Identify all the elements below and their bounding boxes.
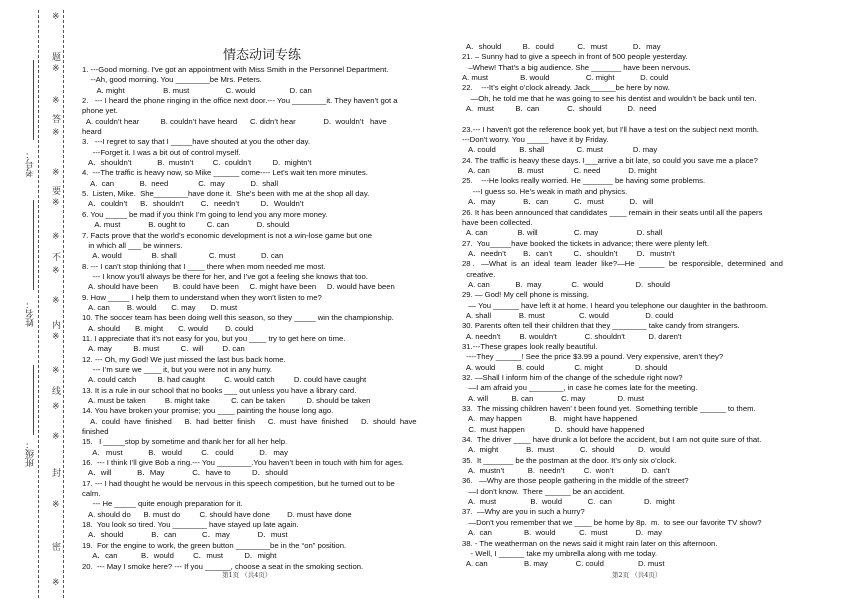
question-line: 20. --- May I smoke here? --- If you ______, choose a seat in the smoking section. [82, 561, 364, 571]
question-line: A．couldn’t B．shouldn’t C．needn’t D．Wouldn’t [82, 199, 304, 209]
name-field: 姓名： [26, 300, 36, 327]
question-line: 34. The driver ____ have drunk a lot before the accident, but I am not quite sure of that. [462, 435, 762, 445]
question-line: 12. --- Oh, my God! We just missed the last bus back home. [82, 354, 286, 364]
class-blank [33, 365, 34, 435]
question-line: - Well, I ______ take my umbrella along with me today. [462, 548, 657, 558]
question-line: have been collected. [462, 217, 533, 227]
question-line: 6. You _____ be mad if you think I’m going to lend you any more money. [82, 209, 328, 219]
binding-mark: ※ [52, 366, 60, 376]
binding-mark: ※ [52, 296, 60, 306]
left-column-questions [82, 65, 446, 572]
question-line: ---Forget it. I was a bit out of control myself. [82, 147, 241, 157]
question-line: A. mustn’t B. needn’t C. won’t D. can’t [462, 466, 670, 476]
binding-mark: ※ [52, 500, 60, 510]
binding-dashed-line-inner [38, 10, 39, 598]
question-line: creative. [462, 269, 496, 279]
page-title: 情态动词专练 [223, 48, 302, 63]
question-line: A. must be taken B. might take C. can be taken D. should be taken [82, 396, 371, 405]
question-line: A．can B．would C．must D．might [82, 551, 277, 561]
question-line: —I don't know. There ______ be an accident. [462, 486, 625, 496]
question-line: ---Don't worry. You _____ have it by Friday. [462, 135, 609, 145]
question-line: 3. ---I regret to say that I _____have shouted at you the other day. [82, 137, 311, 147]
exam-number-blank [33, 60, 34, 140]
question-line: ----They ______! See the price $3.99 a pound. Very expensive, aren’t they? [462, 352, 724, 362]
page-footer-right: 第2页 （共4页） [612, 571, 662, 579]
question-line: 23.--- I haven't got the reference book yet, but I'll have a test on the subject next month. [462, 124, 759, 134]
question-line: 18. You look so tired. You ________ have stayed up late again. [82, 520, 299, 530]
binding-mark: ※ [52, 402, 60, 412]
question-line: A. would B. shall C. must D. can [82, 251, 284, 261]
right-column-questions [462, 42, 852, 570]
question-line: A. must B. would C. could D. may [82, 447, 288, 457]
binding-word: 题 [52, 53, 62, 63]
binding-mark: ※ [52, 578, 60, 588]
binding-mark: ※ [52, 266, 60, 276]
question-line: in which all ___ be winners. [82, 240, 183, 250]
question-line: A. needn't B. wouldn't C. shouldn't D. daren't [462, 331, 682, 341]
binding-mark: ※ [52, 64, 60, 74]
question-line: A. could B. shall C. must D. may [462, 145, 658, 155]
question-line: A．should B．could C．must D．may [462, 42, 661, 51]
question-line: 19. For the engine to work, the green button ________be in the “on” position. [82, 540, 347, 550]
question-line: A. may B. must C. will D. can [82, 344, 245, 354]
question-line: —Don't you remember that we ____ be home by 8p. m. to see our favorite TV show? [462, 517, 762, 527]
question-line: C. must happen D. should have happened [462, 424, 645, 434]
question-line: A. should have been B. could have been C. might have been D. would have been [82, 282, 395, 292]
question-line [462, 114, 852, 124]
question-line: 36. —Why are those people gathering in the middle of the street? [462, 476, 689, 486]
binding-mark: ※ [52, 432, 60, 442]
binding-mark: ※ [52, 96, 60, 106]
question-line: 4. ---The traffic is heavy now, so Mike ______ come---- Let's wait ten more minutes. [82, 168, 368, 178]
question-line: –Whew! That’s a big audience. She _______ have been nervous. [462, 62, 691, 72]
binding-mark: ※ [52, 232, 60, 242]
question-line: A. can B. need C. may D. shall [82, 178, 279, 188]
question-line: A. would B. could C. might D. should [462, 362, 668, 372]
question-line: A. could catch B. had caught C. would catch D. could have caught [82, 375, 367, 385]
class-field: 班级： [26, 440, 36, 467]
question-line: 10. The soccer team has been doing well this season, so they _____ win the championship. [82, 313, 394, 323]
question-line: A. must B. ought to C. can D. should [82, 220, 290, 230]
question-line: 35. It _______ be the postman at the door. It’s only six o’clock. [462, 455, 677, 465]
binding-margin [0, 0, 74, 608]
question-line: 7. Facts prove that the world’s economic development is not a win-lose game but one [82, 230, 373, 240]
question-line: A．will B．May C．have to D．should [82, 468, 288, 478]
binding-mark: ※ [52, 198, 60, 208]
question-line: A. can B. would C. must D. may [462, 528, 662, 538]
question-line: 13. It is a rule in our school that no books ___ out unless you have a library card. [82, 385, 357, 395]
question-line: A．should B．can C．may D．must [82, 530, 288, 540]
question-line: 2. --- I heard the phone ringing in the office next door.--- You ________it. They haven’t got a [82, 96, 398, 106]
question-line: A. couldn’t hear B. couldn’t have heard C. didn’t hear D. wouldn’t have [82, 116, 387, 126]
binding-dashed-line [63, 10, 64, 598]
question-line: --- He _____ quite enough preparation for it. [82, 499, 243, 509]
question-line: heard [82, 127, 102, 137]
question-line: 9. How _____ I help them to understand when they won’t listen to me? [82, 292, 322, 302]
question-line: A. can B. may C. would D. should [462, 279, 671, 289]
question-line: 11. I appreciate that it’s not easy for you, but you ____ try to get here on time. [82, 333, 346, 343]
question-line: 1. ---Good morning. I've got an appointment with Miss Smith in the Personnel Department. [82, 65, 389, 74]
question-line: --- I’m sure we ____ it, but you were not in any hurry. [82, 364, 272, 374]
question-line: 17. --- I had thought he would be nervous in this speech competition, but he turned out to be [82, 478, 395, 488]
question-line: A. can B. may C. could D. must [462, 559, 665, 569]
question-line: A．shouldn’t B. mustn’t C. couldn’t D. mightn’t [82, 158, 312, 168]
binding-mark: ※ [52, 332, 60, 342]
question-line: A. could have finished B. had better finish C. must have finished D. should have [82, 416, 417, 426]
question-line: — You ______ have left it at home. I heard you telephone our daughter in the bathroom. [462, 300, 769, 310]
question-line: phone yet. [82, 106, 118, 116]
question-line: 24. The traffic is heavy these days. I___arrive a bit late, so could you save me a place? [462, 155, 758, 165]
page-footer-left: 第1页 （共4页） [222, 571, 272, 579]
question-line: A．needn’t B．can’t C．shouldn’t D．mustn’t [462, 248, 675, 258]
question-line: A. shall B. must C. would D. could [462, 310, 674, 320]
question-line: A. may happen B. might have happened [462, 414, 638, 424]
question-line: A. can B. would C. may D. must [82, 302, 238, 312]
question-line: 29. — God! My cell phone is missing. [462, 290, 589, 300]
binding-mark: ※ [52, 12, 60, 22]
question-line: 33. The missing children haven' t been found yet. Something terrible ______ to them. [462, 404, 756, 414]
question-line: A. can B. must C. need D. might [462, 166, 657, 176]
binding-word: 线 [52, 387, 62, 397]
question-line: 37. —Why are you in such a hurry? [462, 507, 585, 517]
binding-word: 不 [52, 253, 62, 263]
question-line: 32. —Shall I inform him of the change of the schedule right now? [462, 373, 683, 382]
question-line: 16. --- I think I’ll give Bob a ring.--- You ________.You haven’t been in touch with him for ages. [82, 458, 404, 468]
question-line: 25. ---He looks really worried. He _______ be having some problems. [462, 176, 706, 186]
question-line: A. will B. can C. may D. must [462, 393, 644, 403]
question-line: A. must B. would C. might D. could [462, 73, 669, 83]
question-line: A. must B. would C. can D. might [462, 497, 675, 507]
name-blank [33, 200, 34, 290]
question-line: ---I guess so. He’s weak in math and physics. [462, 186, 628, 196]
question-line: 5. Listen, Mike. She________have done it. She's been with me at the shop all day. [82, 189, 370, 199]
question-line: A. might B. must C. would D. can [82, 85, 312, 95]
binding-word: 封 [52, 469, 62, 479]
binding-word: 内 [52, 321, 62, 331]
question-line: A. might B. must C. should D. would [462, 445, 671, 455]
question-line: 14. You have broken your promise; you ____ painting the house long ago. [82, 406, 334, 416]
question-line: 28 . —What is an ideal team leader like?—He ______ be responsible, determined and [462, 259, 783, 269]
question-line: A. can B. will C. may D. shall [462, 228, 663, 238]
question-line: 27. You_____have booked the tickets in advance; there were plenty left. [462, 238, 710, 248]
question-line: —I am afraid you ________, in case he comes late for the meeting. [462, 383, 698, 393]
question-line: --- I know you’ll always be there for her, and I’ve got a feeling she knows that too. [82, 271, 368, 281]
binding-word: 密 [52, 543, 62, 553]
question-line: 8. --- I can’t stop thinking that I ____ there when mom needed me most. [82, 261, 326, 271]
question-line: 21. – Sunny had to give a speech in front of 500 people yesterday. [462, 52, 688, 62]
question-line: finished [82, 427, 109, 437]
question-line: calm. [82, 489, 101, 499]
question-line: 26. It has been announced that candidates ____ remain in their seats until all the papers [462, 207, 763, 217]
question-line: 15. I _____stop by sometime and thank her for all her help. [82, 437, 288, 447]
binding-mark: ※ [52, 168, 60, 178]
question-line: 31.---These grapes look really beautiful. [462, 341, 598, 351]
binding-word: 答 [52, 115, 62, 125]
binding-mark: ※ [52, 128, 60, 138]
question-line: A. should B. might C. would D. could [82, 323, 254, 333]
question-line: 30. Parents often tell their children that they ________ take candy from strangers. [462, 321, 740, 331]
question-line: 22. ---It’s eight o’clock already. Jack______be here by now. [462, 83, 670, 93]
question-line: —Oh, he told me that he was going to see his dentist and wouldn’t be back until ten. [462, 93, 757, 103]
binding-word: 要 [52, 187, 62, 197]
question-line: A．may B．can C．must D．will [462, 197, 654, 207]
exam-number-field: 考号： [26, 150, 36, 177]
question-line: --Ah, good morning. You ________be Mrs. Peters. [82, 75, 262, 85]
question-line: A. must B. can C. should D. need [462, 104, 657, 114]
question-line: 38. - The weatherman on the news said it might rain later on this afternoon. [462, 538, 718, 548]
question-line: A. should do B. must do C. should have done D. must have done [82, 509, 352, 519]
